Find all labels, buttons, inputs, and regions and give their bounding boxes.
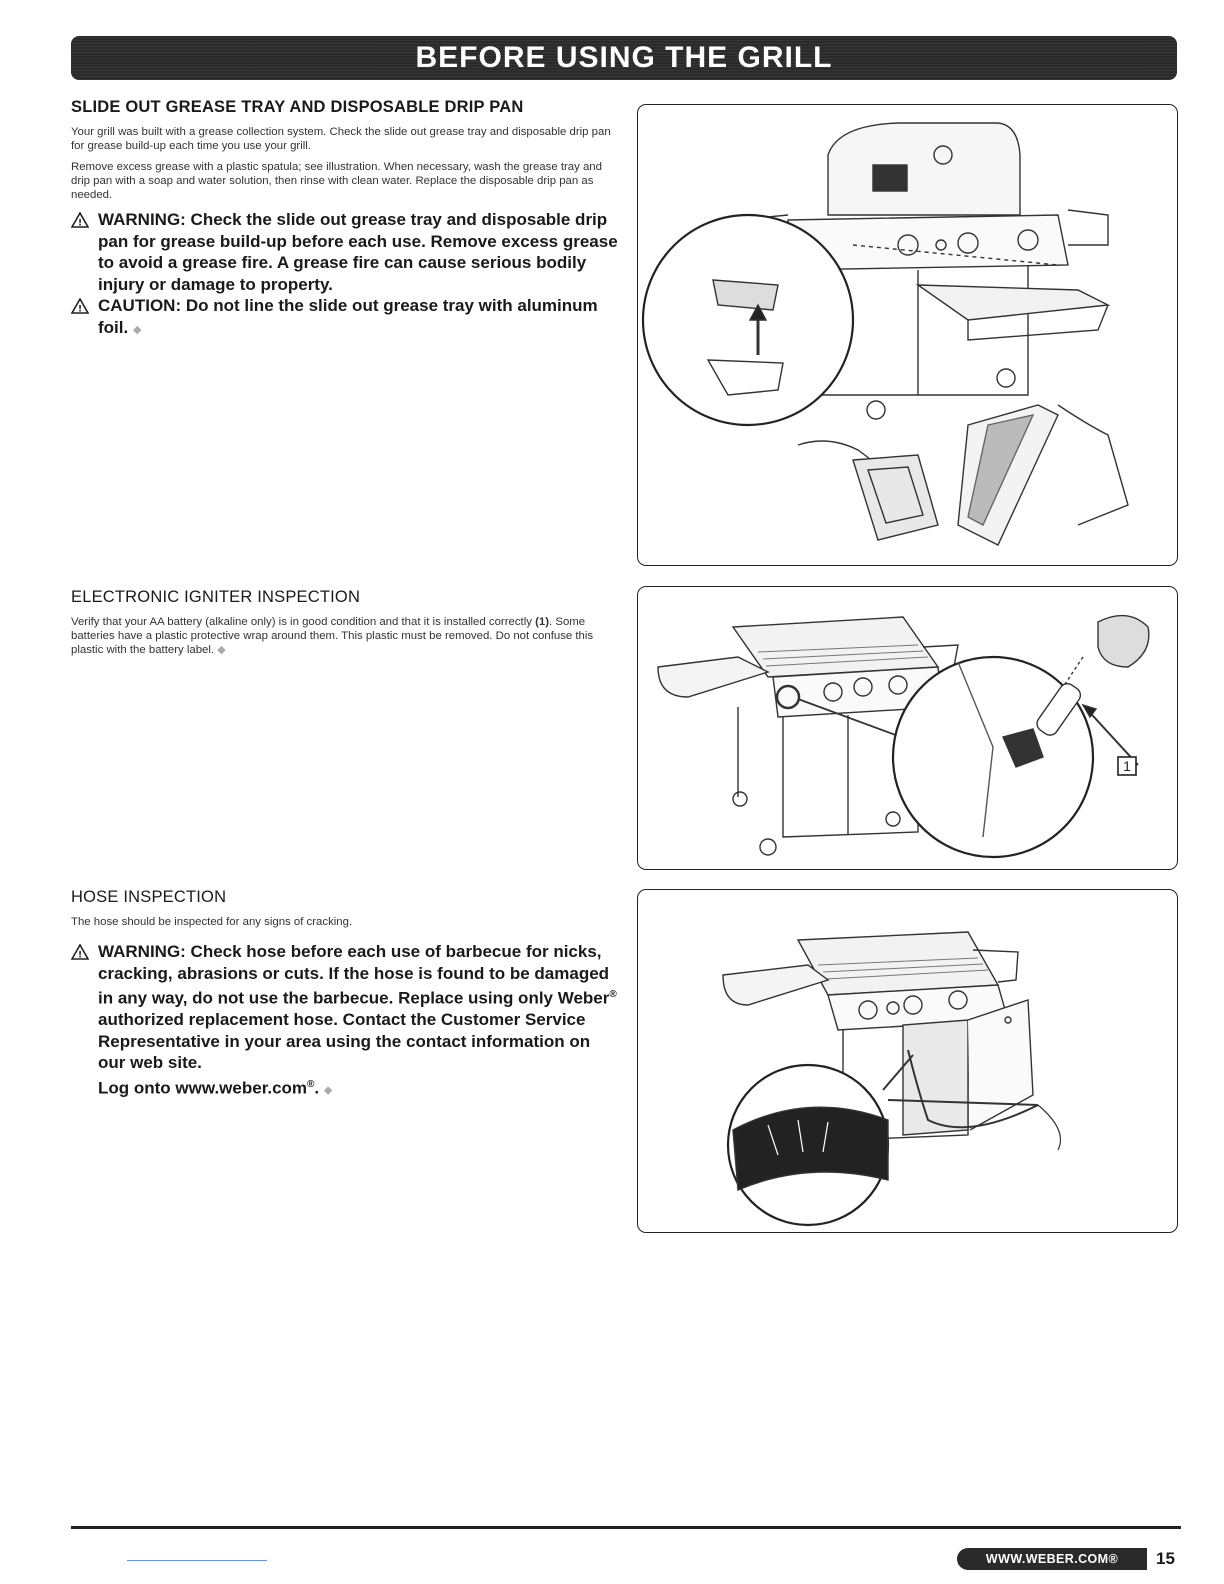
igniter-para: Verify that your AA battery (alkaline only) is in good condition and that it is installed correctly (1). Some batteries have a plastic protective wrap around them. This plastic must be removed. Do not confuse this plastic with the battery label. ◆ [71,616,594,656]
end-mark-icon: ◆ [217,644,226,656]
grease-warning-text: WARNING: Check the slide out grease tray and disposable drip pan for grease build-up before each use. Remove excess grease to avoid a grease fire. A grease fire can cause serious bodily injury or damage to property. [98,210,618,294]
weber-weblink[interactable]: Log onto www.weber.com [98,1078,308,1098]
svg-text:!: ! [77,950,83,960]
footer-rule [71,1526,1181,1529]
hose-para: The hose should be inspected for any signs of cracking. [71,916,353,928]
grease-section [71,98,619,341]
grease-title: SLIDE OUT GREASE TRAY AND DISPOSABLE DRIP PAN [71,98,524,116]
hose-section [71,888,619,1102]
page-title: BEFORE USING THE GRILL [415,41,833,74]
page-title-banner [71,36,1177,80]
end-mark-icon: ◆ [323,1084,333,1097]
warning-triangle-icon [71,212,89,228]
igniter-illustration [637,586,1178,870]
grease-warning [71,209,619,295]
hose-illustration [637,889,1178,1233]
igniter-title: ELECTRONIC IGNITER INSPECTION [71,588,361,606]
hose-warning: ! WARNING: Check hose before each use of barbecue for nicks, cracking, abrasions or cuts. If the hose is found to be damaged in any way, do not use the barbecue. Replace using only Weber® authorized replacement hose. Contact the Customer Service Representative in your area using the contact information on our web site. Log onto www.weber.com®. ◆ [71,941,619,1102]
hose-title: HOSE INSPECTION [71,888,227,906]
caution-triangle-icon [71,298,89,314]
callout-1-label: 1 [1123,758,1131,774]
footer-url[interactable]: WWW.WEBER.COM® [985,1552,1119,1566]
grease-para-1: Your grill was built with a grease collection system. Check the slide out grease tray and disposable drip pan for grease build-up each time you use your grill. [71,126,611,152]
svg-text:!: ! [77,218,83,228]
page-number: 15 [1156,1549,1175,1568]
callout-reference: (1) [535,616,550,628]
end-mark-icon: ◆ [132,323,142,336]
grease-tray-illustration [637,104,1178,566]
grease-caution [71,295,619,341]
grease-caution-text: CAUTION: Do not line the slide out grease tray with aluminum foil. [98,296,598,337]
decorative-line [127,1560,267,1561]
footer-url-badge [957,1548,1147,1570]
grease-para-2: Remove excess grease with a plastic spatula; see illustration. When necessary, wash the grease tray and drip pan with a soap and water solution, then rinse with clean water. Replace the disposable drip pan as needed. [71,161,602,201]
svg-text:!: ! [77,304,83,314]
igniter-section [71,588,619,664]
warning-triangle-icon [71,944,89,960]
